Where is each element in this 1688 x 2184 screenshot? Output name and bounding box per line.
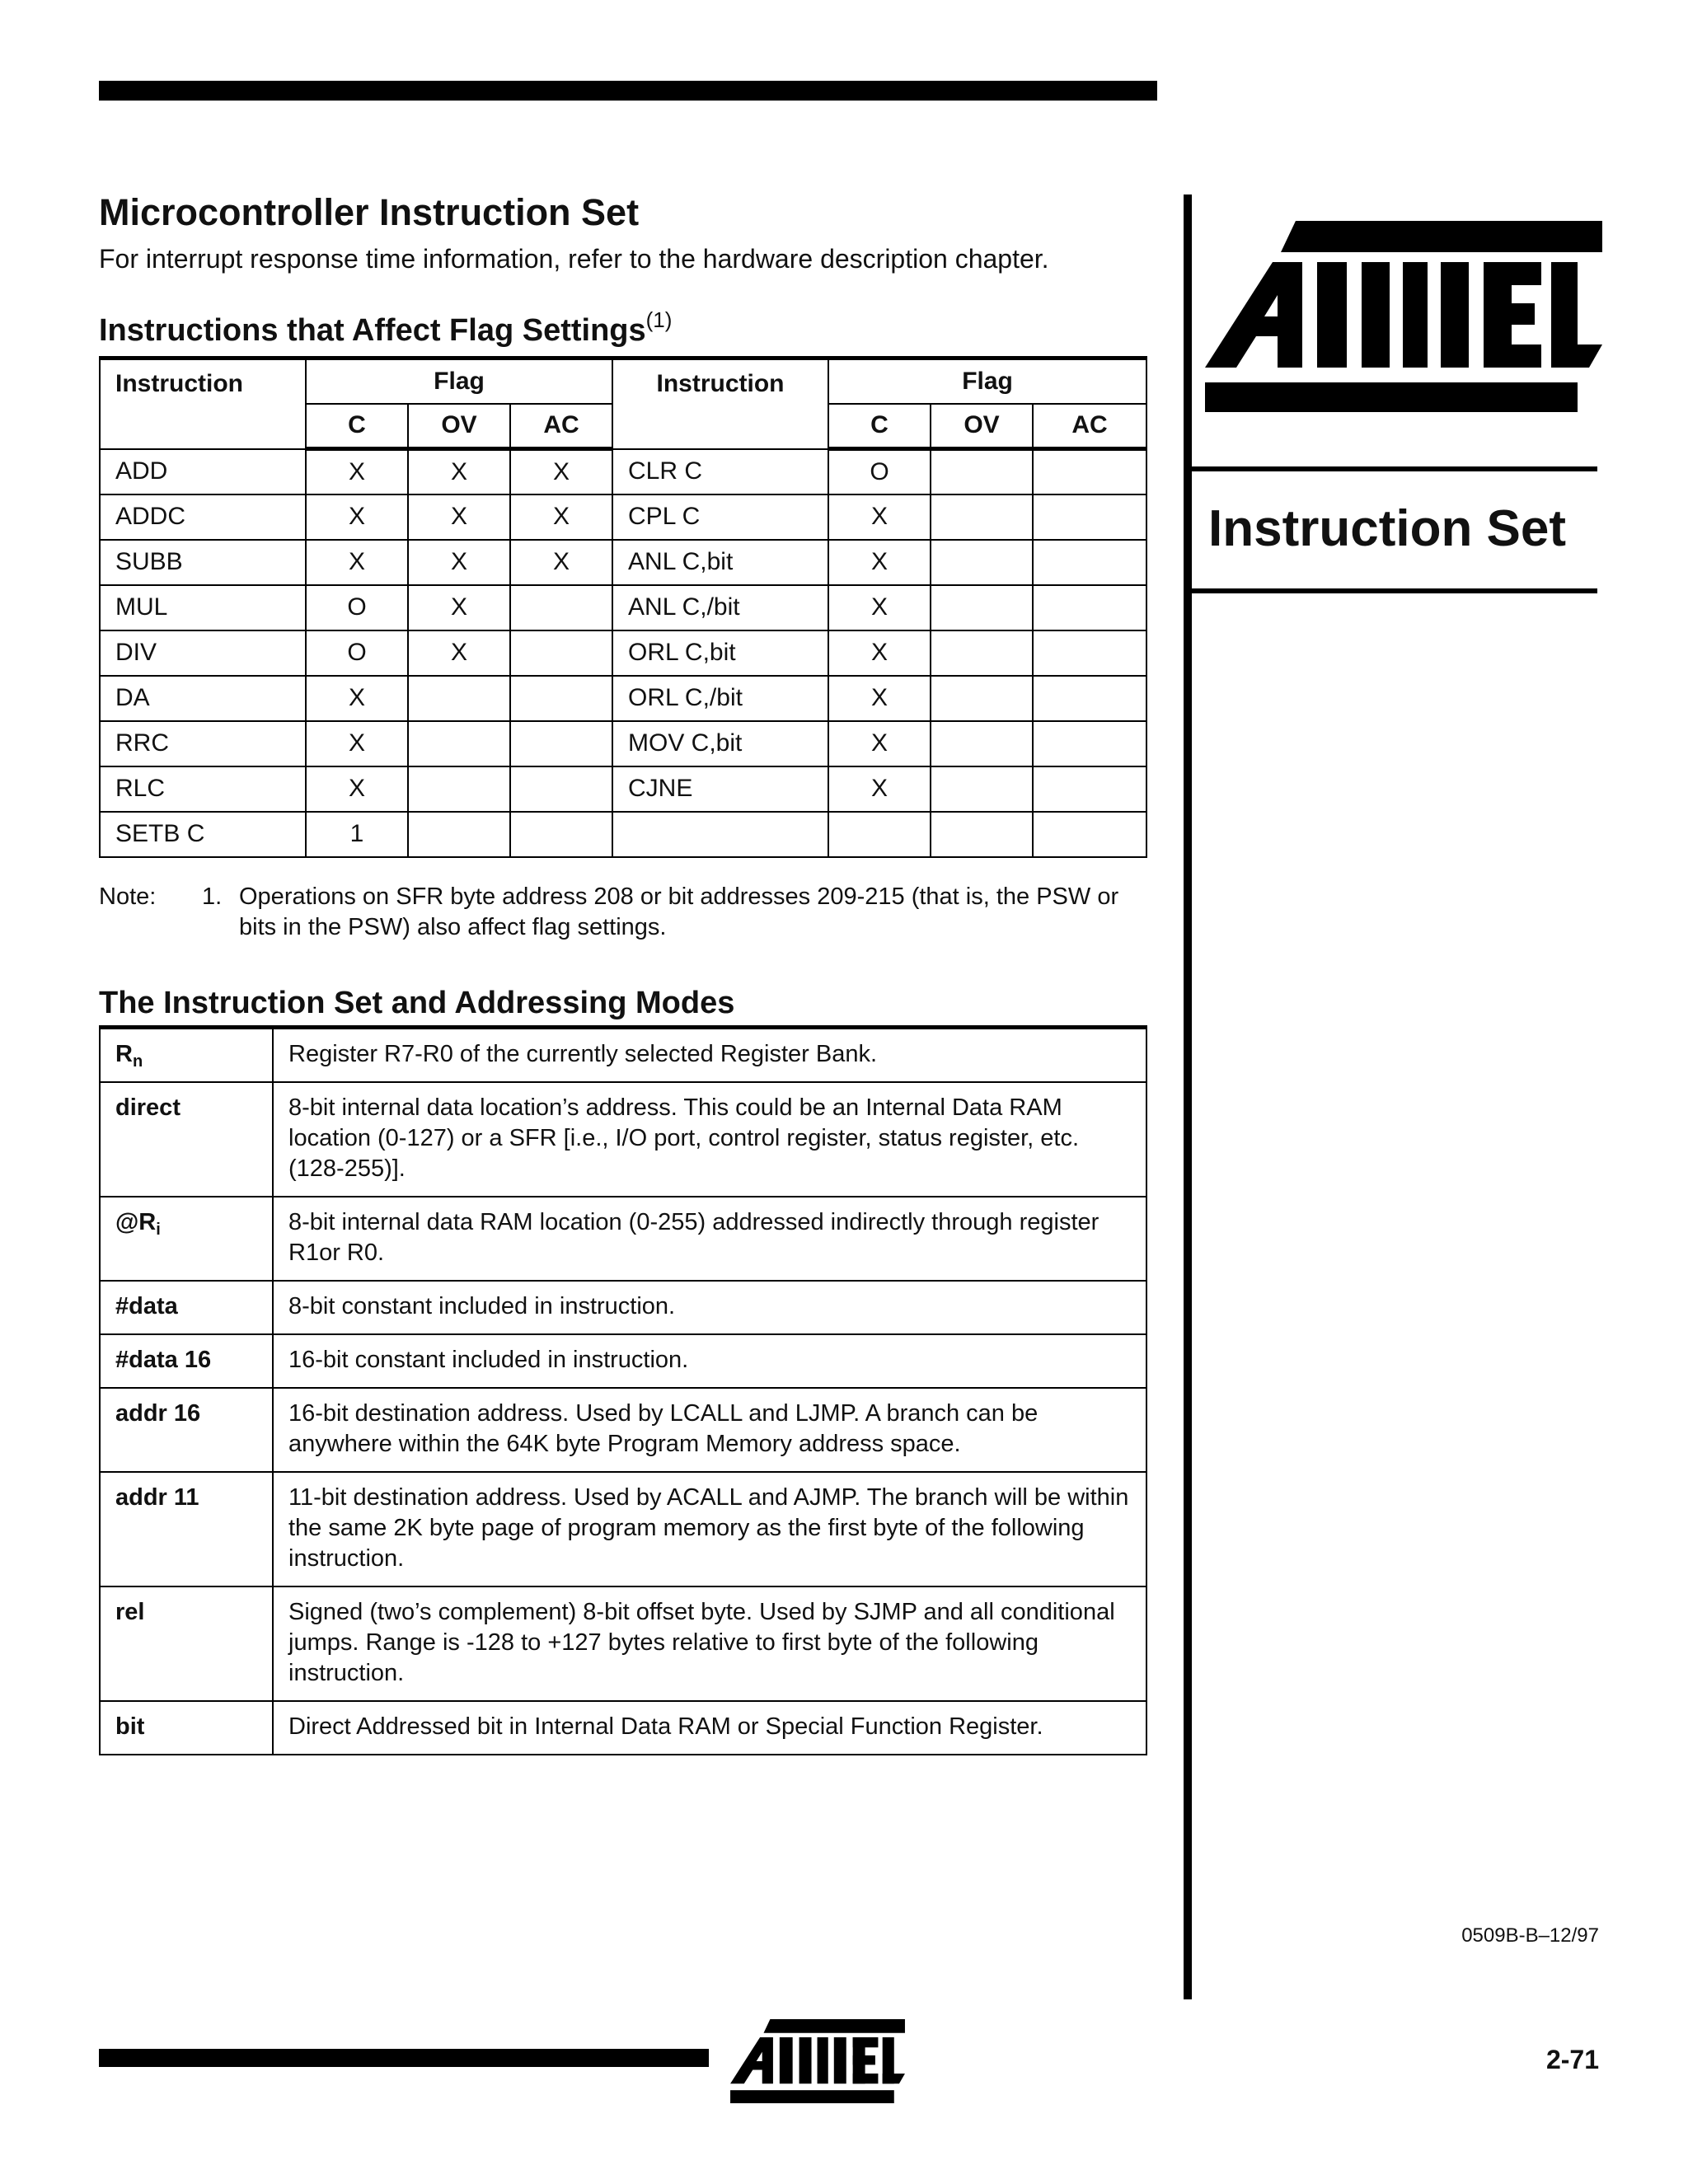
- mode-term-text: R: [115, 1041, 133, 1067]
- mode-description: Signed (two’s complement) 8-bit offset byte. Used by SJMP and all conditional jumps. Range is -128 to +127 bytes relative to first byte of the following instruction.: [273, 1586, 1146, 1701]
- flag-table-body: [100, 449, 1146, 857]
- cell-c-right: O: [828, 449, 931, 494]
- cell-ac-right: [1033, 585, 1146, 630]
- mode-term-text: rel: [115, 1599, 145, 1625]
- col-ac-right: AC: [1033, 404, 1146, 449]
- cell-ov-left: [408, 676, 510, 721]
- intro-text: For interrupt response time information, refer to the hardware description chapter.: [99, 244, 1049, 274]
- cell-ov-right: [931, 449, 1033, 494]
- addressing-modes-table: [99, 1025, 1147, 1755]
- cell-ac-left: [510, 812, 612, 857]
- mode-description: 8-bit internal data location’s address. This could be an Internal Data RAM location (0-127) or a SFR [i.e., I/O port, control register, status register, etc. (128-255)].: [273, 1082, 1146, 1197]
- mode-description: 8-bit constant included in instruction.: [273, 1281, 1146, 1334]
- mode-term-text: #data: [115, 1293, 178, 1319]
- cell-ov-left: X: [408, 494, 510, 540]
- cell-c-right: X: [828, 630, 931, 676]
- sidebar-rule-top: [1192, 466, 1597, 471]
- mode-description: 16-bit constant included in instruction.: [273, 1334, 1146, 1388]
- table-row: [100, 1197, 1146, 1281]
- mode-term-text: #data 16: [115, 1347, 212, 1373]
- table-row: [100, 812, 1146, 857]
- col-c-right: C: [828, 404, 931, 449]
- cell-ov-left: [408, 721, 510, 766]
- cell-ac-right: [1033, 494, 1146, 540]
- cell-c-right: X: [828, 721, 931, 766]
- mode-term-text: bit: [115, 1713, 145, 1740]
- cell-instruction-left: MUL: [100, 585, 306, 630]
- cell-ov-left: X: [408, 630, 510, 676]
- table-row: [100, 676, 1146, 721]
- cell-instruction-left: SETB C: [100, 812, 306, 857]
- modes-heading: The Instruction Set and Addressing Modes: [99, 986, 735, 1020]
- cell-ac-left: X: [510, 494, 612, 540]
- mode-term: [100, 1281, 273, 1334]
- cell-ov-right: [931, 585, 1033, 630]
- bottom-rule: [99, 2049, 709, 2067]
- table-row: [100, 1472, 1146, 1586]
- cell-ac-left: [510, 766, 612, 812]
- cell-instruction-right: ORL C,bit: [612, 630, 828, 676]
- mode-description: 11-bit destination address. Used by ACALL and AJMP. The branch will be within the same 2K byte page of program memory as the first byte of the following instruction.: [273, 1472, 1146, 1586]
- mode-description: Register R7-R0 of the currently selected Register Bank.: [273, 1028, 1146, 1083]
- mode-term: [100, 1472, 273, 1586]
- mode-term-subscript: i: [156, 1221, 161, 1239]
- table-row: [100, 1281, 1146, 1334]
- cell-instruction-right: CJNE: [612, 766, 828, 812]
- cell-instruction-left: DA: [100, 676, 306, 721]
- document-code: 0509B-B–12/97: [1461, 1924, 1599, 1947]
- cell-instruction-right: CPL C: [612, 494, 828, 540]
- col-ac-left: AC: [510, 404, 612, 449]
- cell-instruction-right: MOV C,bit: [612, 721, 828, 766]
- cell-instruction-right: [612, 812, 828, 857]
- top-rule: [99, 81, 1157, 101]
- cell-ov-left: X: [408, 540, 510, 585]
- cell-ov-right: [931, 676, 1033, 721]
- note-text: Operations on SFR byte address 208 or bit addresses 209-215 (that is, the PSW or bits in the PSW) also affect flag settings.: [239, 883, 1119, 940]
- col-c-left: C: [306, 404, 408, 449]
- sidebar-rule-bottom: [1192, 588, 1597, 593]
- note-label: Note:: [99, 883, 157, 910]
- cell-c-right: X: [828, 540, 931, 585]
- cell-instruction-right: ANL C,bit: [612, 540, 828, 585]
- cell-ac-right: [1033, 449, 1146, 494]
- table-row: [100, 1334, 1146, 1388]
- table-row: [100, 1701, 1146, 1755]
- col-instruction-right: Instruction: [612, 359, 828, 449]
- cell-ov-left: X: [408, 585, 510, 630]
- cell-ov-right: [931, 766, 1033, 812]
- modes-table-body: [100, 1028, 1146, 1755]
- cell-c-right: X: [828, 585, 931, 630]
- cell-ov-right: [931, 721, 1033, 766]
- cell-ov-right: [931, 494, 1033, 540]
- cell-ov-left: [408, 766, 510, 812]
- col-flag-left: Flag: [306, 359, 612, 404]
- cell-instruction-left: ADDC: [100, 494, 306, 540]
- cell-ac-right: [1033, 721, 1146, 766]
- table-row: [100, 540, 1146, 585]
- cell-c-left: 1: [306, 812, 408, 857]
- page-number: 2-71: [1545, 2045, 1599, 2074]
- table-row: [100, 1082, 1146, 1197]
- cell-c-left: X: [306, 494, 408, 540]
- cell-ac-left: X: [510, 449, 612, 494]
- cell-c-left: X: [306, 676, 408, 721]
- mode-description: 8-bit internal data RAM location (0-255) addressed indirectly through register R1or R0.: [273, 1197, 1146, 1281]
- col-ov-left: OV: [408, 404, 510, 449]
- cell-instruction-left: RLC: [100, 766, 306, 812]
- flags-heading-text: Instructions that Affect Flag Settings: [99, 313, 646, 348]
- mode-term-text: addr 11: [115, 1484, 199, 1511]
- cell-c-left: X: [306, 721, 408, 766]
- table-row: [100, 1028, 1146, 1083]
- mode-term: [100, 1586, 273, 1701]
- cell-instruction-left: SUBB: [100, 540, 306, 585]
- flags-heading: [99, 307, 673, 349]
- cell-c-left: X: [306, 766, 408, 812]
- section-title: Instruction Set: [1208, 500, 1567, 557]
- mode-term-text: direct: [115, 1094, 181, 1121]
- cell-c-left: O: [306, 585, 408, 630]
- sidebar-divider: [1184, 194, 1192, 1999]
- mode-term-subscript: n: [132, 1052, 143, 1071]
- atmel-logo-footer: [730, 2019, 905, 2103]
- cell-ov-right: [931, 630, 1033, 676]
- mode-term: [100, 1334, 273, 1388]
- cell-c-right: X: [828, 766, 931, 812]
- atmel-logo: [1205, 221, 1602, 412]
- cell-c-left: X: [306, 540, 408, 585]
- cell-ac-right: [1033, 540, 1146, 585]
- mode-description: Direct Addressed bit in Internal Data RAM or Special Function Register.: [273, 1701, 1146, 1755]
- mode-term: [100, 1197, 273, 1281]
- mode-term-text: @R: [115, 1209, 157, 1235]
- cell-ac-left: [510, 676, 612, 721]
- table-row: [100, 1388, 1146, 1472]
- col-instruction-left: Instruction: [100, 359, 306, 449]
- mode-term: [100, 1701, 273, 1755]
- cell-ac-right: [1033, 812, 1146, 857]
- col-flag-right: Flag: [828, 359, 1146, 404]
- page-title: Microcontroller Instruction Set: [99, 191, 640, 233]
- mode-term: [100, 1388, 273, 1472]
- col-ov-right: OV: [931, 404, 1033, 449]
- table-row: [100, 494, 1146, 540]
- flag-table: [99, 356, 1147, 858]
- mode-term: [100, 1028, 273, 1083]
- cell-ov-right: [931, 812, 1033, 857]
- cell-instruction-left: ADD: [100, 449, 306, 494]
- cell-c-right: [828, 812, 931, 857]
- note-number: 1.: [202, 883, 223, 910]
- cell-ac-right: [1033, 676, 1146, 721]
- cell-instruction-left: DIV: [100, 630, 306, 676]
- cell-ac-right: [1033, 630, 1146, 676]
- cell-ov-right: [931, 540, 1033, 585]
- cell-ac-left: [510, 585, 612, 630]
- cell-ov-left: X: [408, 449, 510, 494]
- cell-instruction-right: ANL C,/bit: [612, 585, 828, 630]
- cell-ac-left: [510, 630, 612, 676]
- cell-ac-left: [510, 721, 612, 766]
- cell-instruction-left: RRC: [100, 721, 306, 766]
- mode-description: 16-bit destination address. Used by LCALL and LJMP. A branch can be anywhere within the 64K byte Program Memory address space.: [273, 1388, 1146, 1472]
- cell-ov-left: [408, 812, 510, 857]
- cell-instruction-right: ORL C,/bit: [612, 676, 828, 721]
- table-row: [100, 449, 1146, 494]
- cell-c-right: X: [828, 494, 931, 540]
- table-row: [100, 1586, 1146, 1701]
- table-row: [100, 721, 1146, 766]
- table-row: [100, 585, 1146, 630]
- cell-ac-right: [1033, 766, 1146, 812]
- table-row: [100, 630, 1146, 676]
- flags-heading-ref: (1): [645, 307, 673, 332]
- cell-instruction-right: CLR C: [612, 449, 828, 494]
- mode-term: [100, 1082, 273, 1197]
- cell-c-left: O: [306, 630, 408, 676]
- cell-ac-left: X: [510, 540, 612, 585]
- table-row: [100, 766, 1146, 812]
- mode-term-text: addr 16: [115, 1400, 201, 1427]
- cell-c-left: X: [306, 449, 408, 494]
- cell-c-right: X: [828, 676, 931, 721]
